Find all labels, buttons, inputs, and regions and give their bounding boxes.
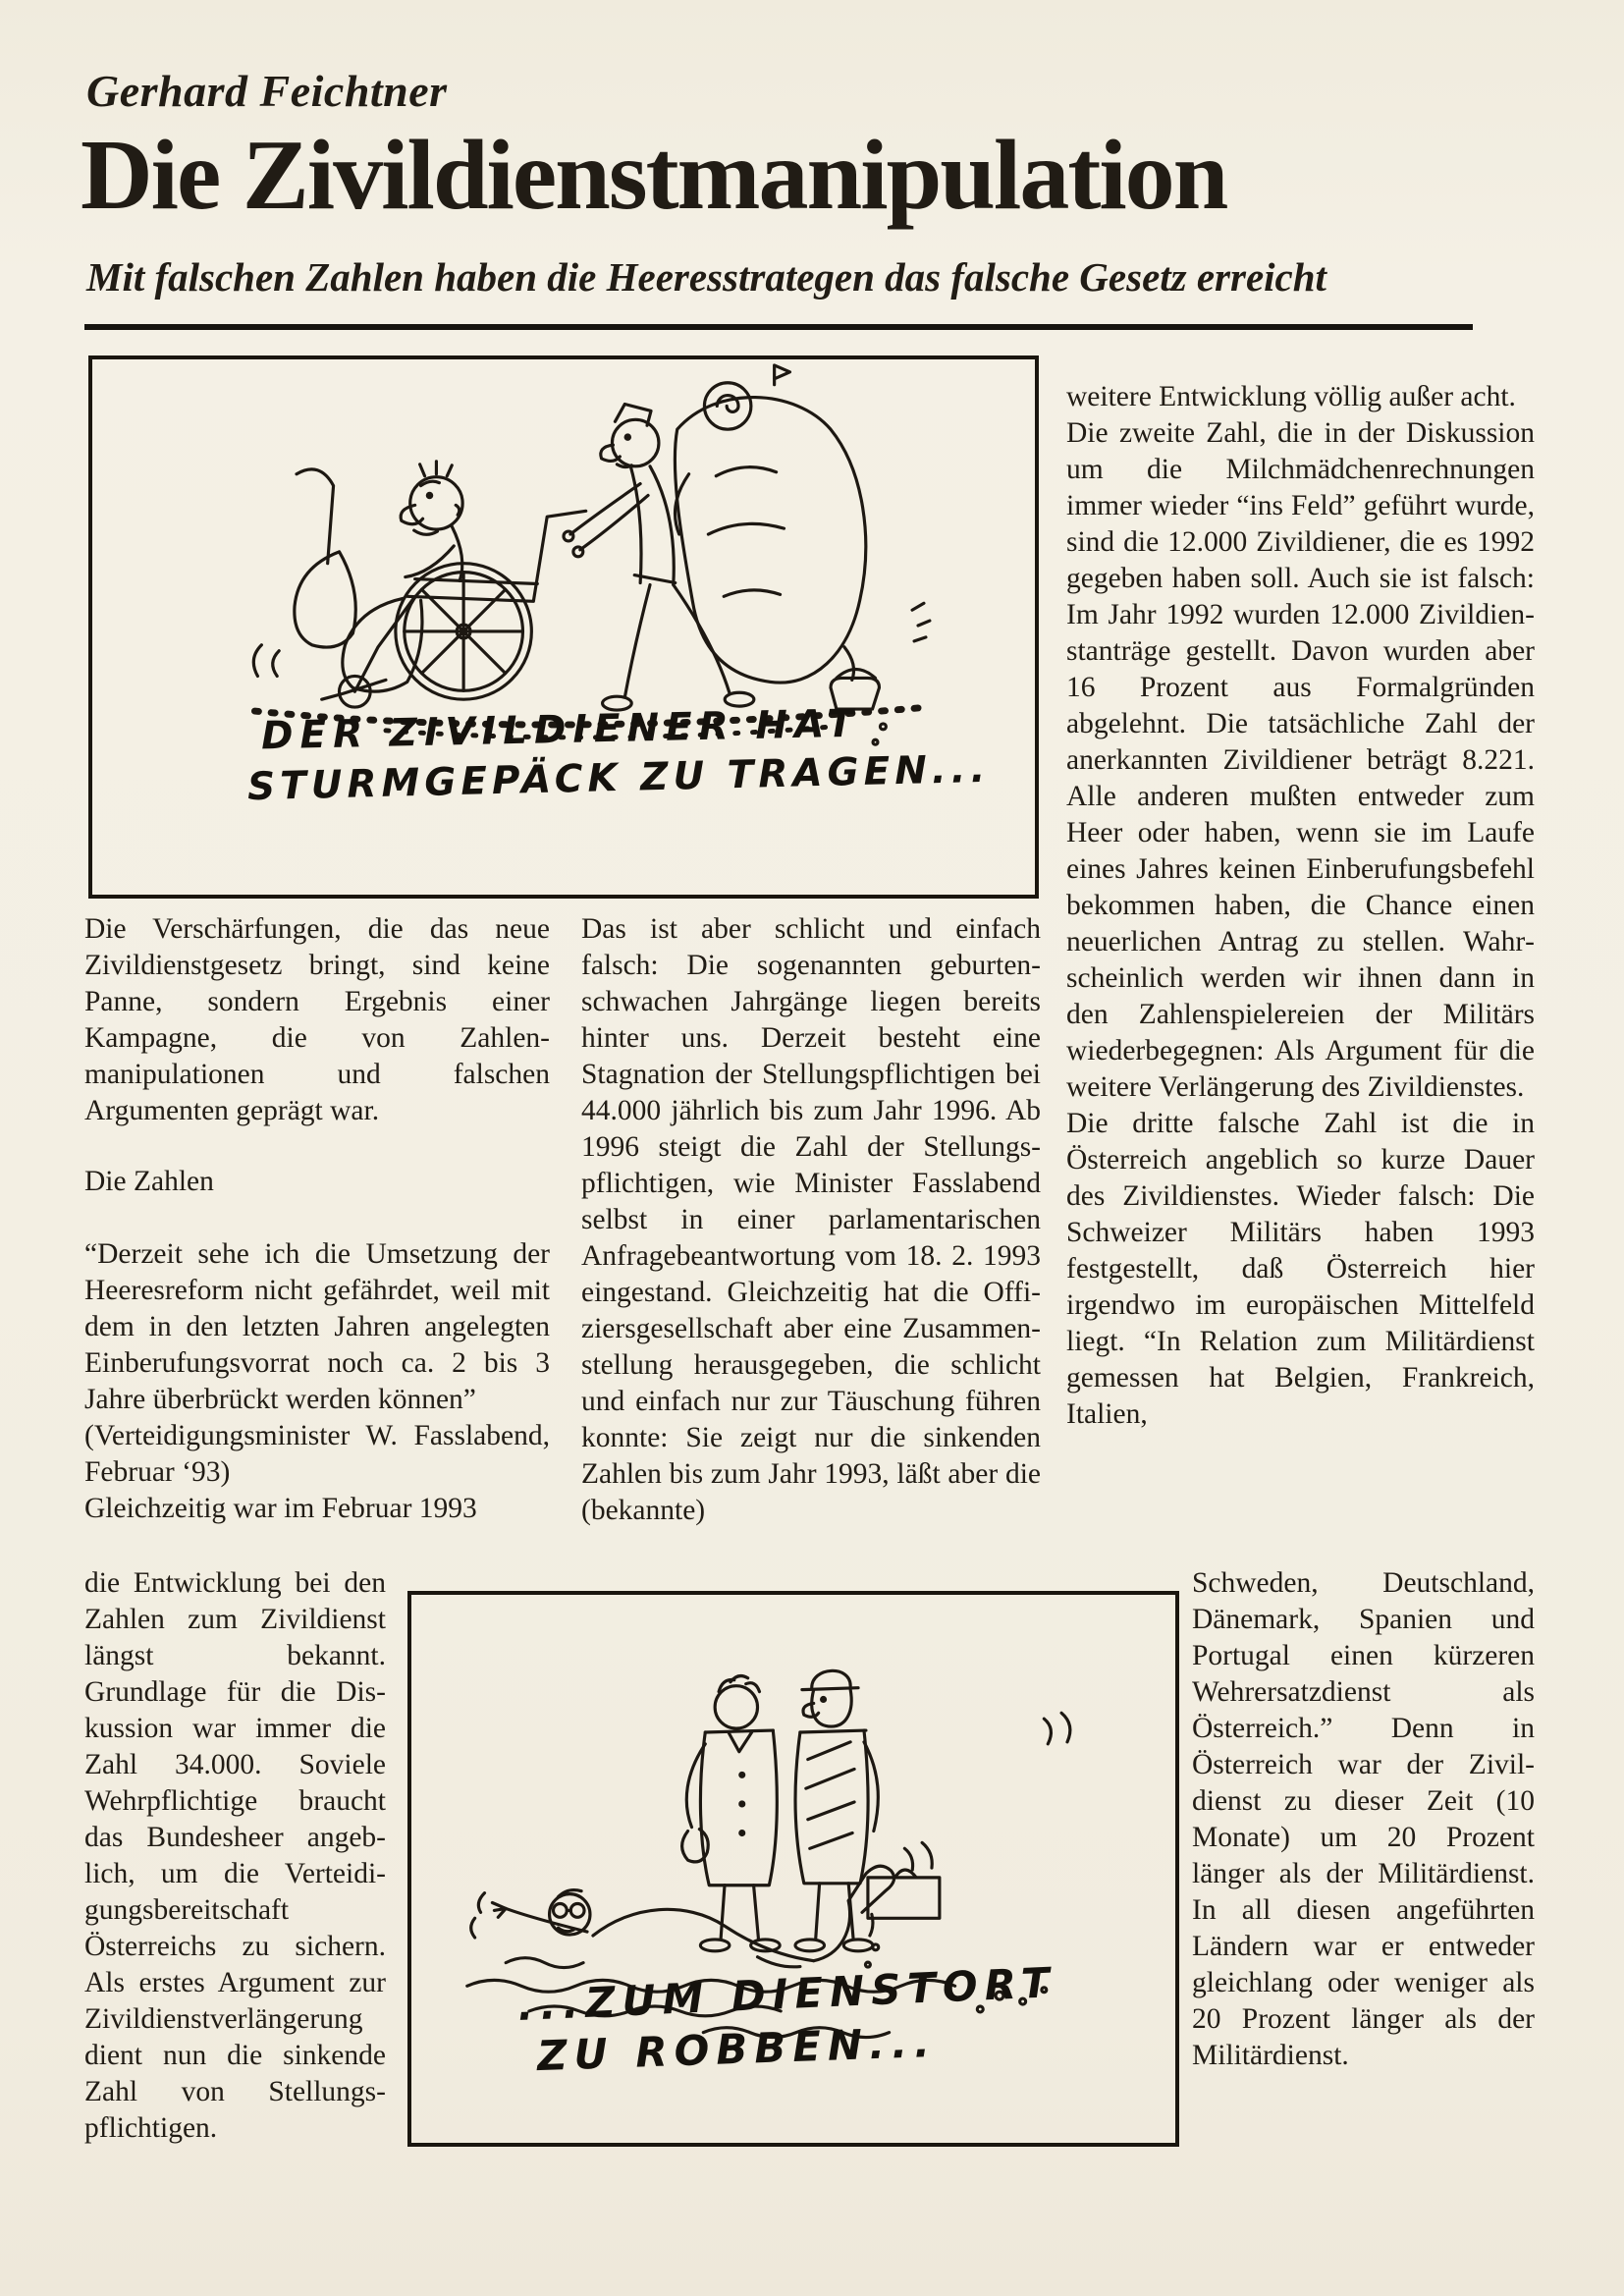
right-paragraph-1: weitere Entwicklung völlig außer acht.	[1066, 381, 1516, 412]
left-column-narrow	[84, 1565, 386, 2147]
right-column	[1066, 379, 1535, 1433]
cartoon-robben	[407, 1591, 1179, 2147]
left-paragraph-2-rest: die Entwicklung bei den Zahlen zum Zivildienst längst bekannt. Grundlage für die Diskussion war immer die Zahl 34.000. Soviele Wehrpflichtige braucht das Bundesheer angeblich, um die Verteidigungsbereitschaft Österreichs zu sichern. Als erstes Argument zur Zivildienstverlängerung dient nun die sinkende Zahl von Stellungspflichtigen.	[84, 1567, 386, 2144]
left-quote-fasslabend: “Derzeit sehe ich die Umsetzung der Heeresreform nicht gefährdet, weil mit dem in den letzten Jahren angelegten Einberufungsvorrat noch ca. 2 bis 3 Jahre überbrückt werden können”	[84, 1238, 550, 1415]
wheelchair-cartoon-drawing	[92, 359, 1035, 895]
cartoon2-caption-line2: ZU ROBBEN...	[536, 2017, 938, 2081]
section-heading-die-zahlen: Die Zahlen	[84, 1166, 214, 1197]
cartoon-sturmgepaeck	[88, 355, 1039, 899]
cartoon1-caption-line1: DER ZIVILDIENER HAT	[260, 701, 861, 759]
right-column-narrow	[1192, 1565, 1535, 2074]
right-paragraph-3-rest: Schweden, Deutschland, Dänemark, Spanien und Portugal einen kürzeren Wehrersatzdienst als Österreich.” Denn in Österreich war der Zivildienst zu dieser Zeit (10 Monate) um 20 Prozent länger als der Militärdienst. In all diesen angeführten Ländern war er entweder gleichlang oder weniger als 20 Prozent länger als der Militärdienst.	[1192, 1567, 1535, 2071]
middle-column	[581, 911, 1041, 1529]
left-quote-attribution: (Verteidigungsminister W. Fasslabend, Februar ‘93)	[84, 1420, 550, 1488]
left-column	[84, 911, 550, 1527]
author-byline: Gerhard Feichtner	[86, 66, 448, 116]
right-paragraph-3: Die dritte falsche Zahl ist die in Österreich angeblich so kurze Dauer des Zivildienstes. Wieder falsch: Die Schweizer Militärs haben 1993 festgestellt, daß Österreich hier irgendwo im europäischen Mittelfeld liegt. “In Relation zum Militärdienst gemessen hat Belgien, Frankreich, Italien,	[1066, 1108, 1535, 1430]
middle-paragraph: Das ist aber schlicht und einfach falsch: Die sogenannten geburtenschwachen Jahrgänge liegen bereits hinter uns. Derzeit besteht eine Stagnation der Stellungspflichtigen bei 44.000 jährlich bis zum Jahr 1996. Ab 1996 steigt die Zahl der Stellungspflichtigen, wie Minister Fasslabend selbst in einer parlamentarischen Anfragebeantwortung vom 18. 2. 1993 eingestand. Gleichzeitig hat die Offiziersgesellschaft aber eine Zusammenstellung herausgegeben, die schlicht und einfach nur zur Täuschung führen konnte: Sie zeigt nur die sinkenden Zahlen bis zum Jahr 1993, läßt aber die (bekannte)	[581, 913, 1041, 1526]
header-divider	[84, 324, 1473, 330]
article-title: Die Zivildienstmanipulation	[81, 120, 1227, 231]
right-paragraph-2: Die zweite Zahl, die in der Diskussion um die Milchmädchenrechnungen immer wieder “ins Feld” geführt wurde, sind die 12.000 Zivildiener, die es 1992 gegeben haben soll. Auch sie ist falsch: Im Jahr 1992 wurden 12.000 Zivildienstanträge gestellt. Davon wurden aber 16 Prozent aus Formalgründen abgelehnt. Die tatsächliche Zahl der anerkannten Zivildiener beträgt 8.221. Alle anderen mußten entweder zum Heer oder haben, wenn sie im Laufe eines Jahres keinen Einberufungsbefehl bekommen haben, die Chance einen neuerlichen Antrag zu stellen. Wahrscheinlich werden wir ihnen dann in den Zahlenspielereien der Militärs wiederbegegnen: Als Argument für die weitere Verlängerung des Zivildienstes.	[1066, 417, 1535, 1103]
left-paragraph-1: Die Verschärfungen, die das neue Zivildienstgesetz bringt, sind keine Panne, sondern Ergebnis einer Kampagne, die von Zahlenmanipulationen und falschen Argumenten geprägt war.	[84, 913, 550, 1126]
cartoon2-caption-line1: ...ZUM DIENSTORT	[516, 1958, 1057, 2030]
left-paragraph-2-intro: Gleichzeitig war im Februar 1993	[84, 1493, 477, 1524]
cartoon1-caption-line2: STURMGEPÄCK ZU TRAGEN...	[246, 746, 991, 810]
article-subtitle: Mit falschen Zahlen haben die Heeresstrategen das falsche Gesetz erreicht	[86, 254, 1326, 300]
